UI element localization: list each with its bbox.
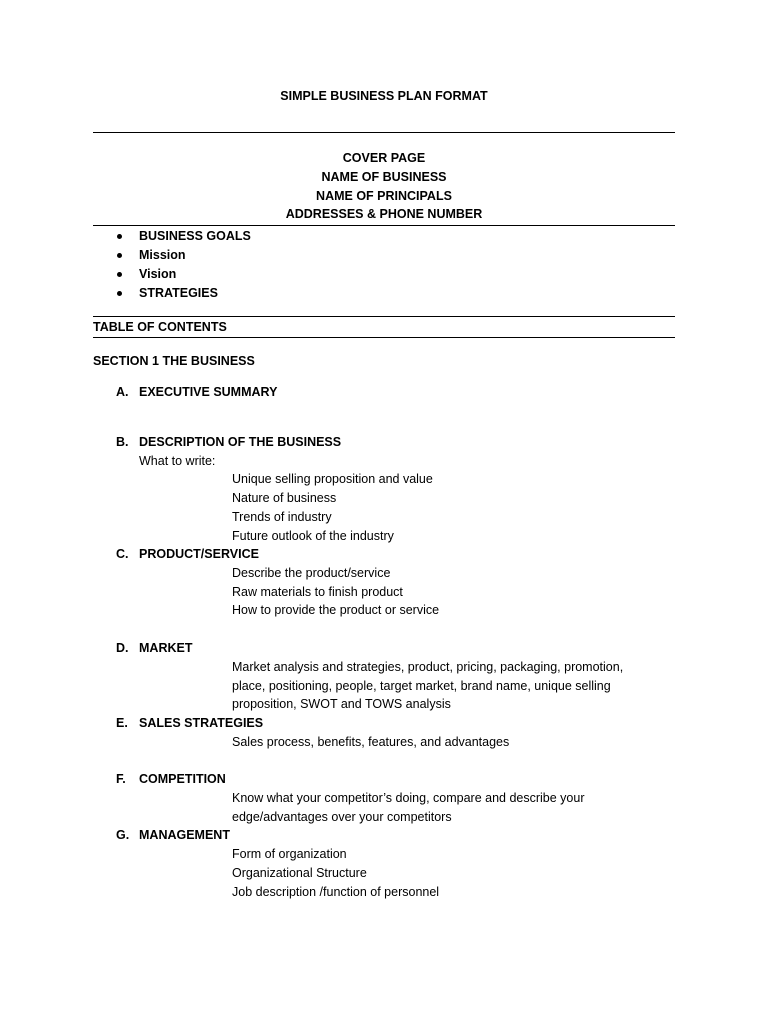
- cover-line-name-of-business: NAME OF BUSINESS: [321, 170, 447, 184]
- item-letter-g: G.: [116, 828, 130, 842]
- item-title-description: DESCRIPTION OF THE BUSINESS: [139, 435, 342, 449]
- cover-line-addresses: ADDRESSES & PHONE NUMBER: [285, 207, 483, 221]
- item-d-line: proposition, SWOT and TOWS analysis: [232, 697, 451, 711]
- item-title-management: MANAGEMENT: [139, 828, 230, 842]
- item-g-line: Form of organization: [232, 847, 347, 861]
- item-c-line: How to provide the product or service: [232, 603, 440, 617]
- item-title-market: MARKET: [139, 641, 193, 655]
- cover-line-name-of-principals: NAME OF PRINCIPALS: [316, 189, 452, 203]
- item-g-line: Organizational Structure: [232, 866, 367, 880]
- item-letter-d: D.: [116, 641, 129, 655]
- item-title-competition: COMPETITION: [139, 772, 226, 786]
- section-1-heading: SECTION 1 THE BUSINESS: [93, 354, 255, 368]
- bullet-mission: Mission: [139, 248, 186, 262]
- item-letter-a: A.: [116, 385, 129, 399]
- table-of-contents-heading: TABLE OF CONTENTS: [93, 320, 227, 334]
- item-f-line: edge/advantages over your competitors: [232, 810, 452, 824]
- item-letter-f: F.: [116, 772, 126, 786]
- item-letter-c: C.: [116, 547, 129, 561]
- toc-top-rule: [93, 316, 675, 317]
- bullet-business-goals: BUSINESS GOALS: [139, 229, 251, 243]
- bullet-icon: [117, 291, 122, 296]
- item-c-line: Describe the product/service: [232, 566, 391, 580]
- item-title-sales-strategies: SALES STRATEGIES: [139, 716, 264, 730]
- document-title: SIMPLE BUSINESS PLAN FORMAT: [280, 89, 488, 103]
- bullet-icon: [117, 253, 122, 258]
- item-letter-b: B.: [116, 435, 129, 449]
- bullet-strategies: STRATEGIES: [139, 286, 218, 300]
- item-b-intro: What to write:: [139, 454, 216, 468]
- item-b-line: Trends of industry: [232, 510, 332, 524]
- bullet-vision: Vision: [139, 267, 177, 281]
- item-b-line: Nature of business: [232, 491, 337, 505]
- cover-line-cover-page: COVER PAGE: [342, 151, 426, 165]
- toc-bottom-rule: [93, 337, 675, 338]
- item-d-line: place, positioning, people, target market, brand name, unique selling: [232, 679, 611, 693]
- item-title-product-service: PRODUCT/SERVICE: [139, 547, 259, 561]
- item-d-line: Market analysis and strategies, product, pricing, packaging, promotion,: [232, 660, 624, 674]
- cover-bottom-rule: [93, 225, 675, 226]
- bullet-icon: [117, 272, 122, 277]
- bullet-icon: [117, 234, 122, 239]
- title-separator: [93, 132, 675, 133]
- item-b-line: Future outlook of the industry: [232, 529, 394, 543]
- item-g-line: Job description /function of personnel: [232, 885, 440, 899]
- item-letter-e: E.: [116, 716, 128, 730]
- item-c-line: Raw materials to finish product: [232, 585, 403, 599]
- item-e-line: Sales process, benefits, features, and advantages: [232, 735, 510, 749]
- item-f-line: Know what your competitor’s doing, compare and describe your: [232, 791, 585, 805]
- item-b-line: Unique selling proposition and value: [232, 472, 433, 486]
- item-title-executive-summary: EXECUTIVE SUMMARY: [139, 385, 278, 399]
